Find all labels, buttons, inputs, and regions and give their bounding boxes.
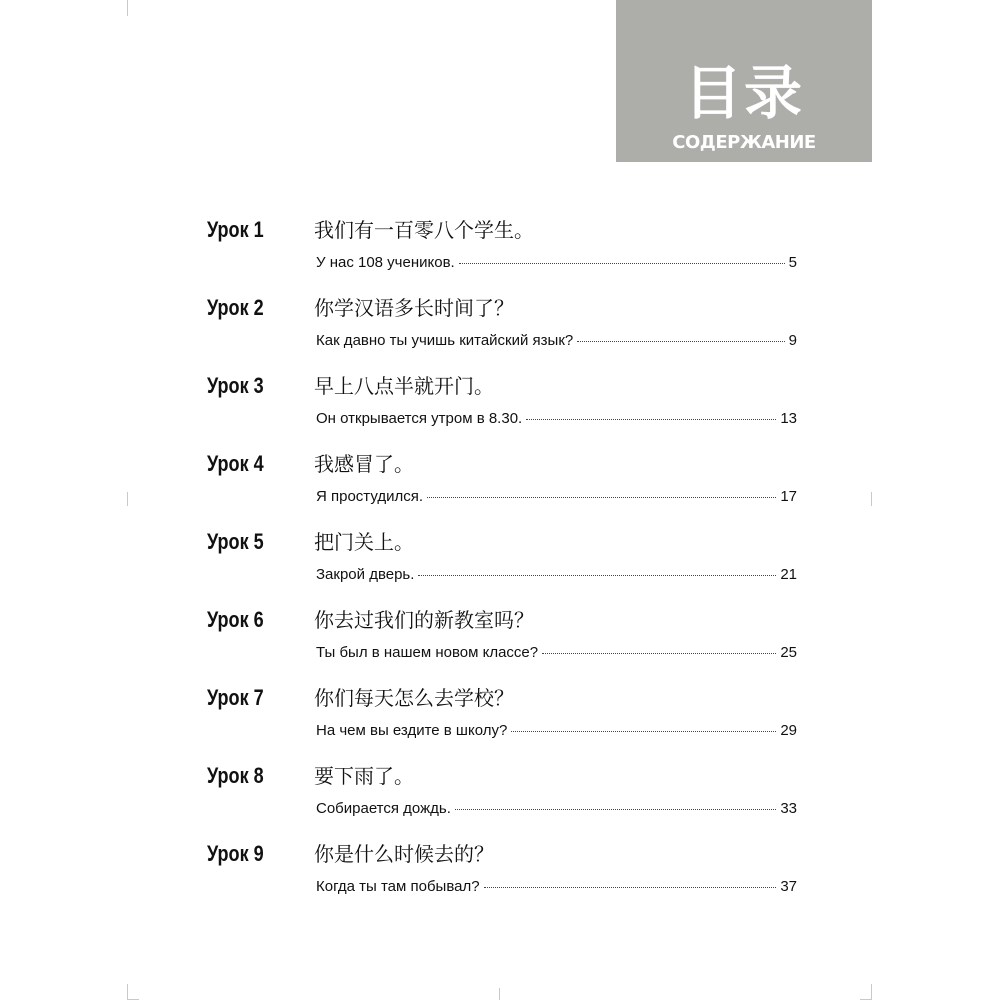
lesson-number: Урок 8 bbox=[207, 763, 264, 788]
toc-entry[interactable] bbox=[0, 291, 1000, 369]
toc-entry[interactable] bbox=[0, 603, 1000, 681]
lesson-title-russian: Он открывается утром в 8.30. bbox=[316, 410, 523, 427]
dot-leader bbox=[455, 809, 776, 810]
lesson-title-chinese: 要下雨了。 bbox=[314, 764, 414, 788]
lesson-number: Урок 7 bbox=[207, 685, 264, 710]
lesson-number: Урок 4 bbox=[207, 451, 264, 476]
dot-leader bbox=[511, 731, 776, 732]
lesson-title-chinese: 我感冒了。 bbox=[314, 452, 414, 476]
lesson-number: Урок 3 bbox=[207, 373, 264, 398]
lesson-number: Урок 5 bbox=[207, 529, 264, 554]
lesson-title-russian: Когда ты там побывал? bbox=[316, 878, 480, 895]
lesson-title-russian: Я простудился. bbox=[316, 488, 424, 505]
lesson-title-chinese: 你学汉语多长时间了？ bbox=[314, 296, 514, 320]
toc-entry[interactable] bbox=[0, 369, 1000, 447]
crop-mark-top-left bbox=[127, 0, 128, 16]
toc-line bbox=[316, 878, 797, 896]
page-number: 37 bbox=[780, 878, 797, 895]
dot-leader bbox=[427, 497, 776, 498]
toc-entry[interactable] bbox=[0, 837, 1000, 915]
toc-line bbox=[316, 410, 797, 428]
lesson-number: Урок 6 bbox=[207, 607, 264, 632]
contents-header bbox=[616, 0, 872, 162]
lesson-title-chinese: 你是什么时候去的？ bbox=[314, 842, 494, 866]
page-subtitle: СОДЕРЖАНИЕ bbox=[672, 132, 816, 153]
lesson-title-chinese: 早上八点半就开门。 bbox=[314, 374, 494, 398]
dot-leader bbox=[526, 419, 776, 420]
lesson-title-chinese: 我们有一百零八个学生。 bbox=[314, 218, 534, 242]
page-number: 13 bbox=[780, 410, 797, 427]
page-number: 21 bbox=[780, 566, 797, 583]
table-of-contents bbox=[0, 213, 1000, 915]
crop-mark-bottom-right-v bbox=[871, 984, 872, 1000]
lesson-title-russian: У нас 108 учеников. bbox=[316, 254, 455, 271]
dot-leader bbox=[459, 263, 785, 264]
page-title: 目录 bbox=[683, 59, 804, 127]
dot-leader bbox=[542, 653, 776, 654]
toc-entry[interactable] bbox=[0, 447, 1000, 525]
lesson-title-russian: Собирается дождь. bbox=[316, 800, 451, 817]
page-number: 5 bbox=[788, 254, 797, 271]
toc-line bbox=[316, 644, 797, 662]
page-number: 17 bbox=[780, 488, 797, 505]
toc-line bbox=[316, 332, 797, 350]
dot-leader bbox=[418, 575, 776, 576]
lesson-number: Урок 2 bbox=[207, 295, 264, 320]
dot-leader bbox=[484, 887, 777, 888]
lesson-title-russian: Закрой дверь. bbox=[316, 566, 415, 583]
page-number: 29 bbox=[780, 722, 797, 739]
lesson-number: Урок 1 bbox=[207, 217, 264, 242]
lesson-title-chinese: 你们每天怎么去学校？ bbox=[314, 686, 514, 710]
toc-line bbox=[316, 488, 797, 506]
lesson-title-chinese: 你去过我们的新教室吗？ bbox=[314, 608, 534, 632]
page-number: 25 bbox=[780, 644, 797, 661]
toc-entry[interactable] bbox=[0, 681, 1000, 759]
toc-line bbox=[316, 254, 797, 272]
crop-mark-bottom-left-v bbox=[127, 984, 128, 1000]
toc-line bbox=[316, 800, 797, 818]
dot-leader bbox=[577, 341, 784, 342]
page-number: 33 bbox=[780, 800, 797, 817]
lesson-title-russian: На чем вы ездите в школу? bbox=[316, 722, 508, 739]
lesson-number: Урок 9 bbox=[207, 841, 264, 866]
toc-entry[interactable] bbox=[0, 525, 1000, 603]
crop-mark-bottom-center bbox=[499, 988, 500, 1000]
toc-line bbox=[316, 566, 797, 584]
toc-entry[interactable] bbox=[0, 759, 1000, 837]
lesson-title-russian: Как давно ты учишь китайский язык? bbox=[316, 332, 574, 349]
lesson-title-chinese: 把门关上。 bbox=[314, 530, 414, 554]
toc-entry[interactable] bbox=[0, 213, 1000, 291]
lesson-title-russian: Ты был в нашем новом классе? bbox=[316, 644, 539, 661]
toc-line bbox=[316, 722, 797, 740]
page-number: 9 bbox=[788, 332, 797, 349]
